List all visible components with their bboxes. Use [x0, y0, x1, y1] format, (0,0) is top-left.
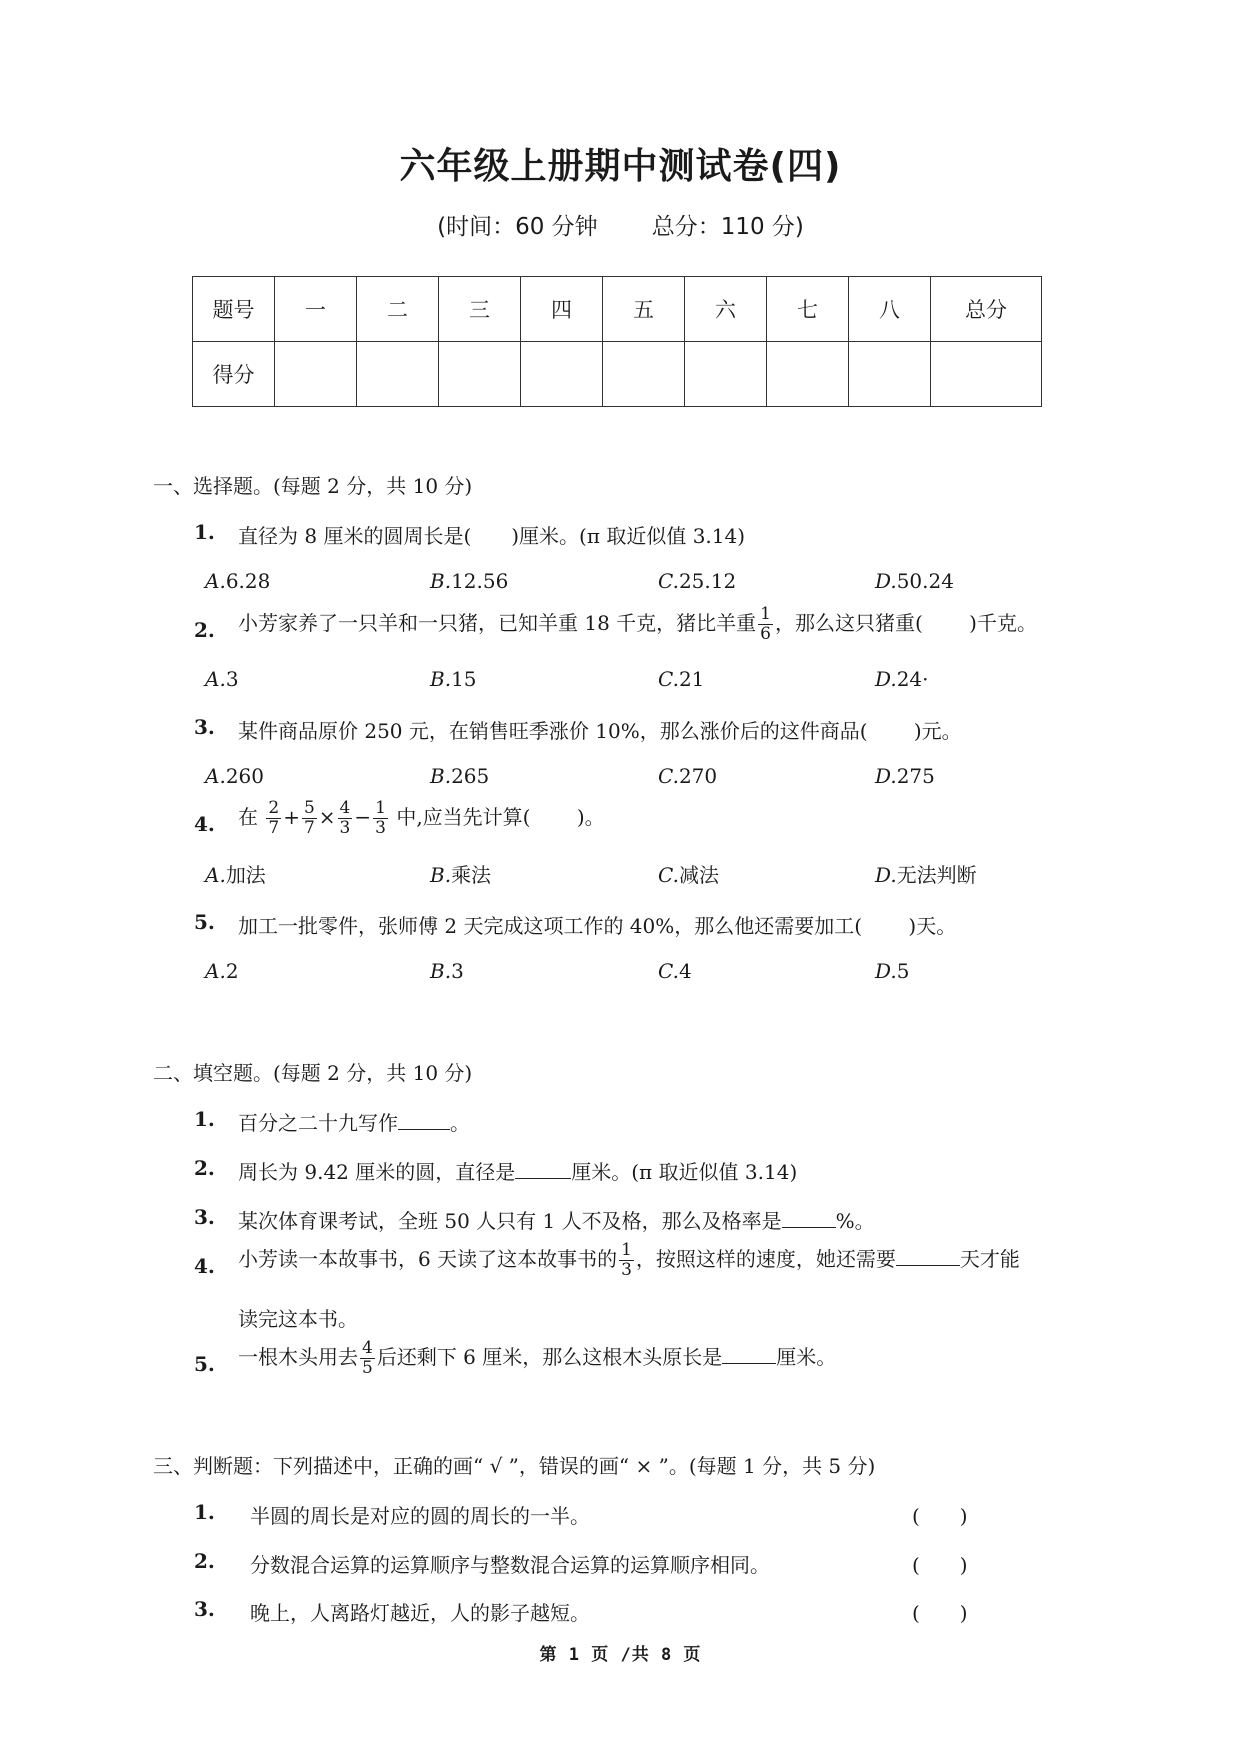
question-text: 某件商品原价 250 元，在销售旺季涨价 10%，那么涨价后的这件商品( )元。: [238, 719, 962, 743]
question-text: 半圆的周长是对应的圆的周长的一半。: [250, 1504, 590, 1528]
option-c[interactable]: C.4: [658, 959, 692, 983]
score-cell[interactable]: [767, 342, 849, 407]
question-text: 加工一批零件，张师傅 2 天完成这项工作的 40%，那么他还需要加工( )天。: [238, 914, 957, 938]
total-score: 总分：110 分): [651, 214, 804, 240]
question-text: 直径为 8 厘米的圆周长是( )厘米。(π 取近似值 3.14): [238, 524, 746, 548]
question-number: 3.: [194, 1597, 215, 1621]
header-cell: 二: [357, 277, 439, 342]
header-cell: 三: [439, 277, 521, 342]
score-cell[interactable]: [521, 342, 603, 407]
question-text: 百分之二十九写作 。: [238, 1111, 470, 1135]
option-a[interactable]: A.260: [205, 764, 264, 788]
question-number: 2.: [194, 618, 215, 642]
option-a[interactable]: A.3: [205, 667, 239, 691]
header-cell: 题号: [193, 277, 275, 342]
question-text: 某次体育课考试，全班 50 人只有 1 人不及格，那么及格率是 %。: [238, 1209, 875, 1233]
section-heading-choice: 一、选择题。(每题 2 分，共 10 分): [153, 474, 473, 498]
section-heading-fill: 二、填空题。(每题 2 分，共 10 分): [153, 1061, 473, 1085]
question-number: 5.: [194, 910, 215, 934]
option-a[interactable]: A.2: [205, 959, 239, 983]
option-c[interactable]: C.减法: [658, 863, 719, 887]
question-number: 2.: [194, 1549, 215, 1573]
question-number: 1.: [194, 1107, 215, 1131]
option-b[interactable]: B.15: [430, 667, 477, 691]
option-b[interactable]: B.265: [430, 764, 490, 788]
question-number: 4.: [194, 812, 215, 836]
score-table-header-row: [193, 277, 1042, 342]
question-text: 一根木头用去 $\frac{4}{5}$ 后还剩下 6 厘米，那么这根木头原长是 厘米。: [238, 1338, 837, 1378]
row-label: 得分: [193, 342, 275, 407]
option-c[interactable]: C.270: [658, 764, 718, 788]
header-cell: 六: [685, 277, 767, 342]
question-number: 3.: [194, 715, 215, 739]
fraction: $\frac{4}{3}$: [339, 798, 351, 838]
fraction: $\frac{1}{6}$: [760, 604, 771, 644]
header-cell: 七: [767, 277, 849, 342]
question-text: 晚上，人离路灯越近，人的影子越短。: [250, 1601, 590, 1625]
option-b[interactable]: B.3: [430, 959, 464, 983]
answer-blank[interactable]: [515, 1160, 571, 1179]
option-d[interactable]: D.24·: [875, 667, 929, 691]
question-number: 1.: [194, 520, 215, 544]
question-text: 分数混合运算的运算顺序与整数混合运算的运算顺序相同。: [250, 1553, 770, 1577]
score-cell[interactable]: [275, 342, 357, 407]
option-a[interactable]: A.6.28: [205, 569, 271, 593]
score-cell[interactable]: [439, 342, 521, 407]
header-cell: 总分: [931, 277, 1042, 342]
page-footer: 第 1 页 /共 8 页: [539, 1645, 702, 1665]
option-b[interactable]: B.乘法: [430, 863, 492, 887]
header-cell: 五: [603, 277, 685, 342]
option-c[interactable]: C.21: [658, 667, 705, 691]
score-cell[interactable]: [357, 342, 439, 407]
answer-blank[interactable]: [722, 1345, 776, 1364]
question-number: 2.: [194, 1156, 215, 1180]
header-cell: 八: [849, 277, 931, 342]
question-text: 在 $\frac{2}{7}$ + $\frac{5}{7}$ × $\frac{4}{3}$ − $\frac{1}{3}$ 中,应当先计算( )。: [238, 798, 605, 838]
question-number: 1.: [194, 1500, 215, 1524]
page-title: 六年级上册期中测试卷(四): [399, 146, 842, 187]
section-heading-judge: 三、判断题：下列描述中，正确的画“ √ ”，错误的画“ × ”。(每题 1 分，共 5 分): [153, 1454, 876, 1478]
score-table-score-row: [193, 342, 1042, 407]
question-text: 小芳读一本故事书，6 天读了这本故事书的 $\frac{1}{3}$ ，按照这样的速度，她还需要 天才能: [238, 1240, 1020, 1280]
score-cell[interactable]: [685, 342, 767, 407]
question-number: 3.: [194, 1205, 215, 1229]
score-cell[interactable]: [603, 342, 685, 407]
option-d[interactable]: D.275: [875, 764, 935, 788]
header-cell: 四: [521, 277, 603, 342]
answer-blank[interactable]: [782, 1209, 836, 1228]
question-number: 5.: [194, 1352, 215, 1376]
score-cell[interactable]: [849, 342, 931, 407]
score-table: [192, 276, 1042, 407]
answer-bracket[interactable]: ( ): [912, 1504, 968, 1528]
option-c[interactable]: C.25.12: [658, 569, 737, 593]
answer-bracket[interactable]: ( ): [912, 1553, 968, 1577]
exam-info: [0, 208, 1241, 241]
option-d[interactable]: D.5: [875, 959, 910, 983]
option-d[interactable]: D.无法判断: [875, 863, 977, 887]
option-d[interactable]: D.50.24: [875, 569, 954, 593]
fraction: $\frac{4}{5}$: [362, 1338, 373, 1378]
header-cell: 一: [275, 277, 357, 342]
fraction: $\frac{2}{7}$: [268, 798, 280, 838]
time-limit: (时间：60 分钟: [437, 214, 598, 240]
score-cell[interactable]: [931, 342, 1042, 407]
answer-blank[interactable]: [896, 1247, 960, 1266]
option-a[interactable]: A.加法: [205, 863, 266, 887]
fraction: $\frac{1}{3}$: [621, 1240, 632, 1280]
question-number: 4.: [194, 1254, 215, 1278]
answer-blank[interactable]: [398, 1111, 450, 1130]
question-text-continued: 读完这本书。: [238, 1307, 358, 1331]
question-text: 小芳家养了一只羊和一只猪，已知羊重 18 千克，猪比羊重 $\frac{1}{6}$ ，那么这只猪重( )千克。: [238, 604, 1037, 644]
question-text: 周长为 9.42 厘米的圆，直径是 厘米。(π 取近似值 3.14): [238, 1160, 798, 1184]
fraction: $\frac{5}{7}$: [303, 798, 315, 838]
option-b[interactable]: B.12.56: [430, 569, 509, 593]
answer-bracket[interactable]: ( ): [912, 1601, 968, 1625]
fraction: $\frac{1}{3}$: [375, 798, 386, 838]
